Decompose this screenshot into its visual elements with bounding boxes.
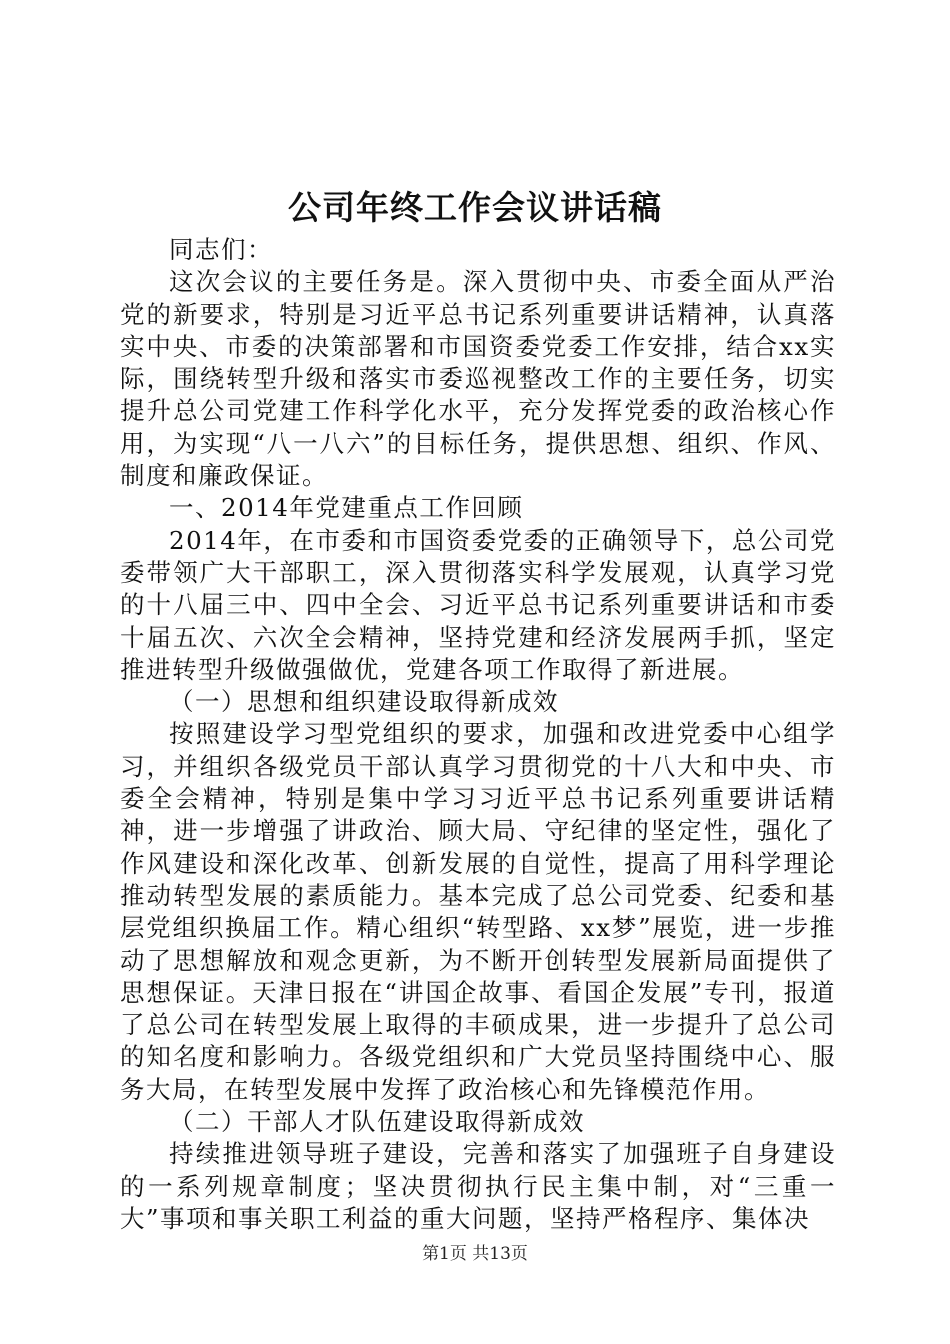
paragraph: 这次会议的主要任务是。深入贯彻中央、市委全面从严治党的新要求，特别是习近平总书记系列重要讲话精神，认真落实中央、市委的决策部署和市国资委党委工作安排，结合xx实际，围绕转型升级和落实市委巡视整改工作的主要任务，切实提升总公司党建工作科学化水平，充分发挥党委的政治核心作用，为实现“八一八六”的目标任务，提供思想、组织、作风、制度和廉政保证。: [120, 267, 836, 491]
page-number-footer: 第1页 共13页: [422, 1244, 528, 1264]
section-heading: 一、2014年党建重点工作回顾: [169, 493, 524, 523]
document-title: 公司年终工作会议讲话稿: [288, 188, 662, 227]
subsection-heading: （二）干部人才队伍建设取得新成效: [169, 1107, 585, 1137]
document-body: [120, 234, 836, 1235]
paragraph: 2014年，在市委和市国资委党委的正确领导下，总公司党委带领广大干部职工，深入贯彻落实科学发展观，认真学习党的十八届三中、四中全会、习近平总书记系列重要讲话和市委十届五次、六次全会精神，坚持党建和经济发展两手抓，坚定推进转型升级做强做优，党建各项工作取得了新进展。: [120, 525, 836, 684]
paragraph: 持续推进领导班子建设，完善和落实了加强班子自身建设的一系列规章制度；坚决贯彻执行民主集中制，对“三重一大”事项和事关职工利益的重大问题，坚持严格程序、集体决: [120, 1139, 836, 1233]
salutation: 同志们：: [169, 235, 273, 264]
subsection-heading: （一）思想和组织建设取得新成效: [169, 687, 559, 717]
paragraph: 按照建设学习型党组织的要求，加强和改进党委中心组学习，并组织各级党员干部认真学习贯彻党的十八大和中央、市委全会精神，特别是集中学习习近平总书记系列重要讲话精神，进一步增强了讲政治、顾大局、守纪律的坚定性，强化了作风建设和深化改革、创新发展的自觉性，提高了用科学理论推动转型发展的素质能力。基本完成了总公司党委、纪委和基层党组织换届工作。精心组织“转型路、xx梦”展览，进一步推动了思想解放和观念更新，为不断开创转型发展新局面提供了思想保证。天津日报在“讲国企故事、看国企发展”专刊，报道了总公司在转型发展上取得的丰硕成果，进一步提升了总公司的知名度和影响力。各级党组织和广大党员坚持围绕中心、服务大局，在转型发展中发挥了政治核心和先锋模范作用。: [120, 719, 836, 1104]
